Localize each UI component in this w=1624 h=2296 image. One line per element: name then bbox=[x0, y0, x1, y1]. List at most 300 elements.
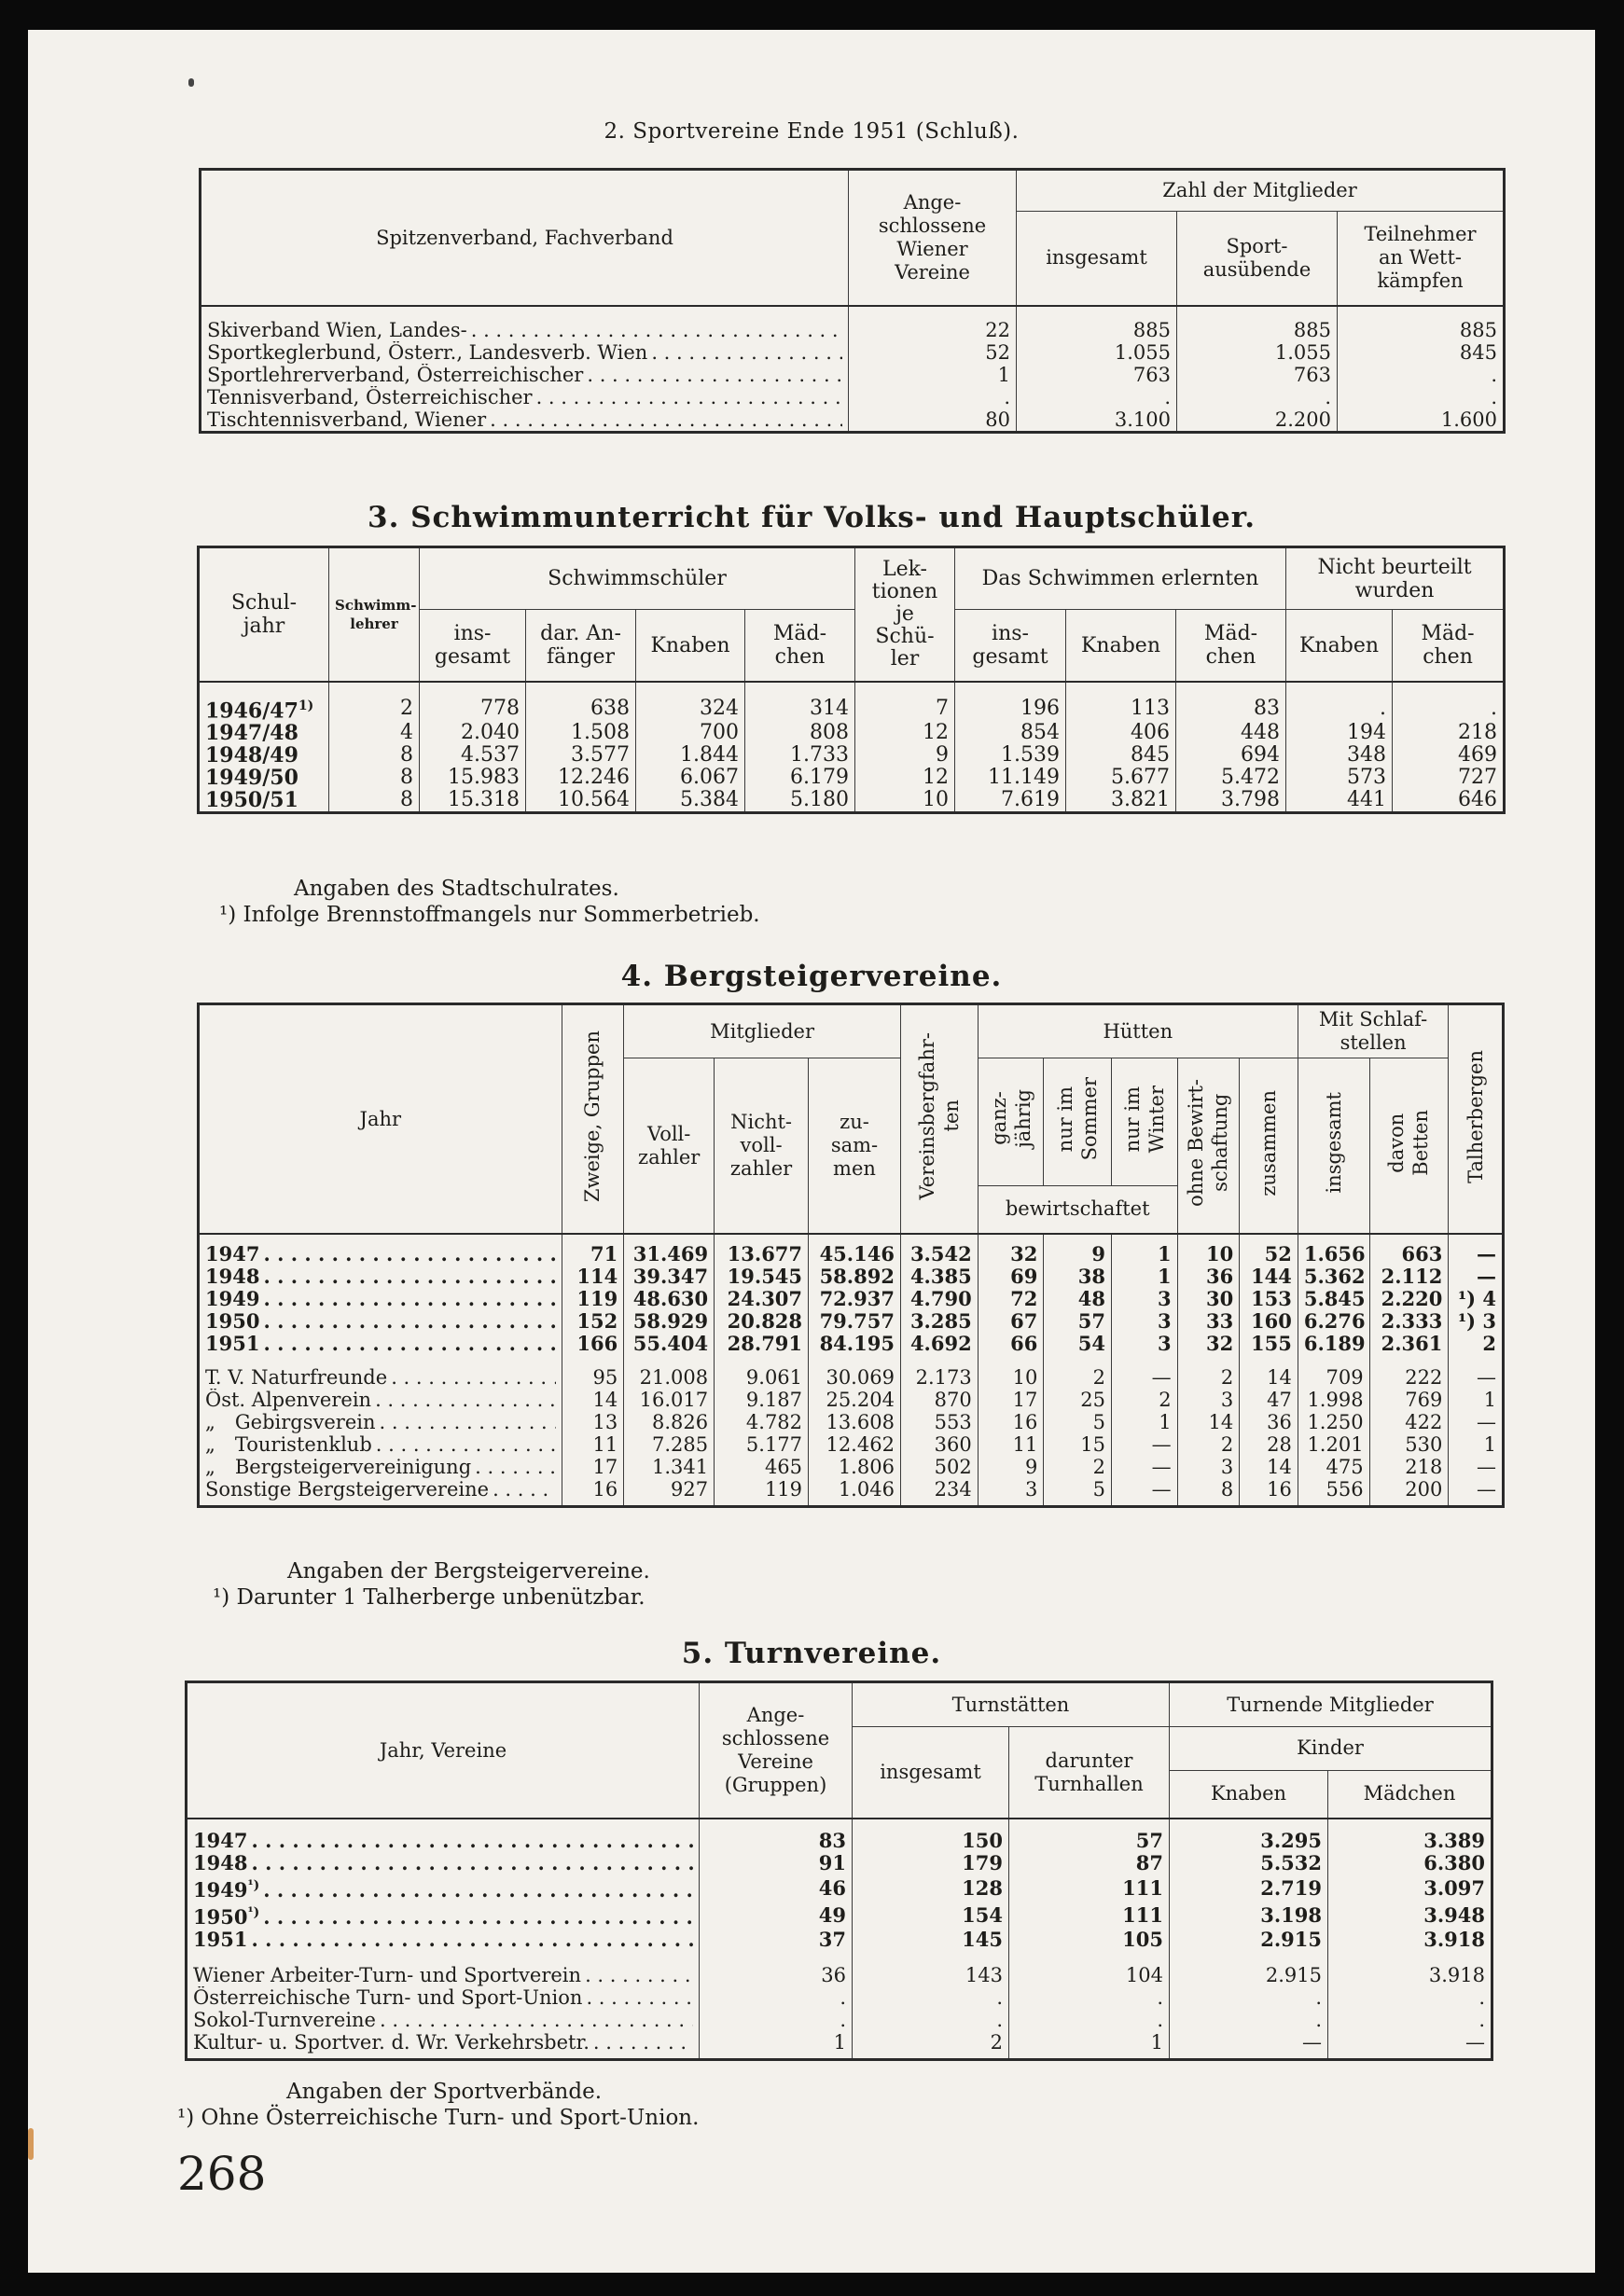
col-nur-winter: nur im Winter bbox=[1112, 1058, 1178, 1186]
table-cell: 7.285 bbox=[624, 1433, 715, 1456]
col-jahr-vereine: Jahr, Vereine bbox=[187, 1682, 700, 1819]
table-cell: 4.790 bbox=[900, 1288, 978, 1310]
table-row: Sportlehrerverband, Österreichischer . . . 1 763 763 . bbox=[201, 364, 1505, 386]
table-cell: 3.097 bbox=[1328, 1874, 1492, 1902]
col-turnhallen: darunter Turnhallen bbox=[1009, 1727, 1170, 1819]
table-cell: . bbox=[1328, 1986, 1492, 2009]
table-cell: . bbox=[1170, 2009, 1328, 2031]
table-row bbox=[199, 1288, 1504, 1310]
col-schwimmlehrer: Schwimm- lehrer bbox=[329, 547, 420, 683]
table-row bbox=[199, 1456, 1504, 1478]
table-cell: 3.821 bbox=[1066, 789, 1176, 813]
row-label: 1948/49 bbox=[205, 744, 298, 768]
table-cell: 360 bbox=[900, 1433, 978, 1456]
row-label: 1946/47$^{1)}$ bbox=[205, 698, 314, 723]
table-cell: 52 bbox=[1240, 1243, 1298, 1266]
table-cell: 663 bbox=[1369, 1243, 1449, 1266]
table-cell: 49 bbox=[700, 1902, 853, 1929]
table-cell: 6.276 bbox=[1298, 1310, 1369, 1333]
table-cell: — bbox=[1112, 1478, 1178, 1501]
row-label: „ Gebirgsverein . . . bbox=[199, 1411, 562, 1433]
col-kinder: Kinder bbox=[1170, 1727, 1492, 1771]
table-cell: 694 bbox=[1176, 744, 1286, 767]
col-ohne-bewirtschaftung: ohne Bewirt- schaftung bbox=[1177, 1058, 1240, 1235]
table-cell: 32 bbox=[978, 1243, 1044, 1266]
table-cell: 66 bbox=[978, 1333, 1044, 1355]
col-schuljahr: Schul- jahr bbox=[199, 547, 329, 683]
table2-caption: 2. Sportvereine Ende 1951 (Schluß). bbox=[604, 119, 1020, 144]
table-cell: 111 bbox=[1009, 1902, 1170, 1929]
table-cell: 556 bbox=[1298, 1478, 1369, 1501]
table-cell: 104 bbox=[1009, 1964, 1170, 1986]
table-cell: 95 bbox=[562, 1366, 624, 1389]
row-label: Wiener Arbeiter-Turn- und Sportverein . . . bbox=[187, 1964, 700, 1986]
table-cell: 5.532 bbox=[1170, 1852, 1328, 1874]
row-label: 1947/48 bbox=[205, 722, 298, 745]
table-cell: 19.545 bbox=[715, 1266, 809, 1288]
table-cell: 3 bbox=[1177, 1389, 1240, 1411]
table-cell: 2 bbox=[1177, 1433, 1240, 1456]
table-cell: 5.845 bbox=[1298, 1288, 1369, 1310]
table-cell: 20.828 bbox=[715, 1310, 809, 1333]
table-cell: 2.333 bbox=[1369, 1310, 1449, 1333]
table-cell: 1 bbox=[1449, 1433, 1504, 1456]
table-cell: 422 bbox=[1369, 1411, 1449, 1433]
table-cell: 200 bbox=[1369, 1478, 1449, 1501]
table5 bbox=[185, 1681, 1493, 2061]
table-cell: 36 bbox=[700, 1964, 853, 1986]
table-cell: 57 bbox=[1009, 1830, 1170, 1852]
col-vollzahler: Voll- zahler bbox=[624, 1058, 715, 1235]
table-cell: . bbox=[1009, 1986, 1170, 2009]
table-row bbox=[187, 1986, 1492, 2009]
table-cell: 87 bbox=[1009, 1852, 1170, 1874]
table-cell: 2.719 bbox=[1170, 1874, 1328, 1902]
col-insgesamt: ins- gesamt bbox=[420, 610, 526, 682]
table-cell: 1.046 bbox=[809, 1478, 901, 1501]
table-cell: 8 bbox=[329, 744, 420, 767]
table-cell: 14 bbox=[562, 1389, 624, 1411]
table-cell: 10 bbox=[855, 789, 955, 813]
table-cell: 218 bbox=[1369, 1456, 1449, 1478]
table-cell: 769 bbox=[1369, 1389, 1449, 1411]
table-row bbox=[187, 1964, 1492, 1986]
table-cell: 11 bbox=[562, 1433, 624, 1456]
table-cell: 3.389 bbox=[1328, 1830, 1492, 1852]
table-cell: 30 bbox=[1177, 1288, 1240, 1310]
table-cell: 9.061 bbox=[715, 1366, 809, 1389]
table-cell: 530 bbox=[1369, 1433, 1449, 1456]
table-cell: 3.285 bbox=[900, 1310, 978, 1333]
col-erl-knaben: Knaben bbox=[1066, 610, 1176, 682]
col-nicht-beurteilt: Nicht beurteilt wurden bbox=[1286, 547, 1505, 610]
table3-body bbox=[199, 682, 1505, 813]
table-cell: 709 bbox=[1298, 1366, 1369, 1389]
table-cell: 2 bbox=[329, 695, 420, 722]
table-cell: 12 bbox=[855, 722, 955, 744]
row-label: 1949/50 bbox=[205, 767, 298, 790]
table-row bbox=[199, 1478, 1504, 1501]
table-cell: 2.220 bbox=[1369, 1288, 1449, 1310]
table-cell: 3.948 bbox=[1328, 1902, 1492, 1929]
table-cell: 1.341 bbox=[624, 1456, 715, 1478]
col-insgesamt: insgesamt bbox=[1017, 211, 1177, 306]
table-cell: 28 bbox=[1240, 1433, 1298, 1456]
table-cell: 4.385 bbox=[900, 1266, 978, 1288]
table-cell: 6.067 bbox=[636, 767, 745, 789]
table-row bbox=[187, 2031, 1492, 2054]
table-cell: 33 bbox=[1177, 1310, 1240, 1333]
row-label: 1947 . . . bbox=[187, 1830, 700, 1852]
row-label: 1950/51 bbox=[205, 789, 298, 813]
table-cell: 105 bbox=[1009, 1929, 1170, 1951]
table-cell: 15.318 bbox=[420, 789, 526, 813]
table-cell: — bbox=[1112, 1433, 1178, 1456]
table-cell: 2 bbox=[1177, 1366, 1240, 1389]
table-cell: 1 bbox=[1112, 1243, 1178, 1266]
table3-caption: 3. Schwimmunterricht für Volks- und Hauptschüler. bbox=[368, 501, 1256, 534]
table-cell: 502 bbox=[900, 1456, 978, 1478]
col-lektionen: Lek- tionen je Schü- ler bbox=[855, 547, 955, 683]
col-nur-sommer: nur im Sommer bbox=[1044, 1058, 1112, 1186]
table-cell: 727 bbox=[1393, 767, 1505, 789]
col-schwimmschueler: Schwimmschüler bbox=[420, 547, 855, 610]
table-cell: — bbox=[1449, 1266, 1504, 1288]
col-verband: Spitzenverband, Fachverband bbox=[201, 170, 849, 307]
table-cell: 1 bbox=[700, 2031, 853, 2054]
col-anfaenger: dar. An- fänger bbox=[526, 610, 636, 682]
row-label: 1947 . . . bbox=[199, 1243, 562, 1266]
table-cell: 111 bbox=[1009, 1874, 1170, 1902]
table-cell: 4.782 bbox=[715, 1411, 809, 1433]
table-cell: 128 bbox=[853, 1874, 1009, 1902]
table-cell: 4.537 bbox=[420, 744, 526, 767]
table-row bbox=[199, 1366, 1504, 1389]
table-cell: 2.915 bbox=[1170, 1929, 1328, 1951]
table-cell: 11 bbox=[978, 1433, 1044, 1456]
row-label: Kultur- u. Sportver. d. Wr. Verkehrsbetr. . . . bbox=[187, 2031, 700, 2054]
table-cell: 13.677 bbox=[715, 1243, 809, 1266]
table-cell: 119 bbox=[715, 1478, 809, 1501]
table-cell: 12 bbox=[855, 767, 955, 789]
table4-body bbox=[199, 1234, 1504, 1506]
col-zweige: Zweige, Gruppen bbox=[562, 1004, 624, 1235]
table-cell: 808 bbox=[745, 722, 855, 744]
table-cell: 10.564 bbox=[526, 789, 636, 813]
table-cell: — bbox=[1449, 1243, 1504, 1266]
col-insgesamt: insgesamt bbox=[853, 1727, 1009, 1819]
table-cell: 2.361 bbox=[1369, 1333, 1449, 1355]
row-label: 1948 . . . bbox=[199, 1266, 562, 1288]
table-cell: . bbox=[1170, 1986, 1328, 2009]
table-cell: — bbox=[1449, 1456, 1504, 1478]
table2 bbox=[199, 168, 1506, 434]
table-row bbox=[199, 1310, 1504, 1333]
scan-speck bbox=[188, 78, 194, 87]
table-cell: 870 bbox=[900, 1389, 978, 1411]
table5-caption: 5. Turnvereine. bbox=[681, 1637, 942, 1670]
table-cell: 465 bbox=[715, 1456, 809, 1478]
table-cell: 10 bbox=[1177, 1243, 1240, 1266]
table-cell: — bbox=[1449, 1366, 1504, 1389]
table-cell: 9 bbox=[1044, 1243, 1112, 1266]
table-cell: 58.929 bbox=[624, 1310, 715, 1333]
table-cell: 31.469 bbox=[624, 1243, 715, 1266]
col-erlernten: Das Schwimmen erlernten bbox=[955, 547, 1286, 610]
table-cell: 3.918 bbox=[1328, 1964, 1492, 1986]
table-cell: 314 bbox=[745, 695, 855, 722]
table-cell: 573 bbox=[1286, 767, 1393, 789]
col-vereinsbergfahrten: Vereinsbergfahr- ten bbox=[900, 1004, 978, 1235]
row-label: 1950 . . . bbox=[199, 1310, 562, 1333]
table-cell: . bbox=[1328, 2009, 1492, 2031]
table-cell: 72 bbox=[978, 1288, 1044, 1310]
table-cell: 145 bbox=[853, 1929, 1009, 1951]
table-cell: 83 bbox=[700, 1830, 853, 1852]
table-cell: 854 bbox=[955, 722, 1066, 744]
table-row bbox=[187, 2009, 1492, 2031]
table-cell: 119 bbox=[562, 1288, 624, 1310]
table-cell: 113 bbox=[1066, 695, 1176, 722]
table-cell: 2 bbox=[1112, 1389, 1178, 1411]
table-cell: 24.307 bbox=[715, 1288, 809, 1310]
table-cell: 179 bbox=[853, 1852, 1009, 1874]
col-bewirtschaftet: bewirtschaftet bbox=[978, 1185, 1177, 1234]
table-cell: 1 bbox=[1112, 1266, 1178, 1288]
table-cell: 1.844 bbox=[636, 744, 745, 767]
table-cell: 3 bbox=[1177, 1456, 1240, 1478]
table-cell: 5.472 bbox=[1176, 767, 1286, 789]
table-cell: 1 bbox=[1449, 1389, 1504, 1411]
table3-footnote: ¹) Infolge Brennstoffmangels nur Sommerbetrieb. bbox=[219, 903, 760, 927]
row-label: T. V. Naturfreunde . . . bbox=[199, 1366, 562, 1389]
col-jahr: Jahr bbox=[199, 1004, 562, 1235]
table-cell: 45.146 bbox=[809, 1243, 901, 1266]
col-schlafstellen: Mit Schlaf- stellen bbox=[1298, 1004, 1448, 1058]
table-cell: 48 bbox=[1044, 1288, 1112, 1310]
table-cell: 91 bbox=[700, 1852, 853, 1874]
col-turnstaetten: Turnstätten bbox=[853, 1682, 1170, 1727]
table-cell: 28.791 bbox=[715, 1333, 809, 1355]
table-cell: 348 bbox=[1286, 744, 1393, 767]
table-cell: 1.539 bbox=[955, 744, 1066, 767]
table-cell: 17 bbox=[978, 1389, 1044, 1411]
col-knaben: Knaben bbox=[636, 610, 745, 682]
table-cell: 475 bbox=[1298, 1456, 1369, 1478]
table-cell: 79.757 bbox=[809, 1310, 901, 1333]
table-cell: 5 bbox=[1044, 1411, 1112, 1433]
col-betten: davon Betten bbox=[1369, 1058, 1449, 1235]
table-cell: 3 bbox=[978, 1478, 1044, 1501]
table-cell: 1 bbox=[1009, 2031, 1170, 2054]
table-row bbox=[187, 1902, 1492, 1929]
table-cell: 25.204 bbox=[809, 1389, 901, 1411]
table-cell: 10 bbox=[978, 1366, 1044, 1389]
table-cell: 6.380 bbox=[1328, 1852, 1492, 1874]
table-cell: 14 bbox=[1240, 1456, 1298, 1478]
table-cell: 3.798 bbox=[1176, 789, 1286, 813]
table-cell: 154 bbox=[853, 1902, 1009, 1929]
table5-footnote: ¹) Ohne Österreichische Turn- und Sport-Union. bbox=[177, 2106, 700, 2130]
table-cell: 3.198 bbox=[1170, 1902, 1328, 1929]
table-cell: 12.462 bbox=[809, 1433, 901, 1456]
row-label: Sonstige Bergsteigervereine . . . bbox=[199, 1478, 562, 1501]
table-cell: 7.619 bbox=[955, 789, 1066, 813]
row-label: Öst. Alpenverein . . . bbox=[199, 1389, 562, 1411]
table-cell: 5.384 bbox=[636, 789, 745, 813]
table-row bbox=[187, 1929, 1492, 1951]
table-cell: 25 bbox=[1044, 1389, 1112, 1411]
table-cell: . bbox=[853, 2009, 1009, 2031]
table-row: Skiverband Wien, Landes- . . . 22 885 885 885 bbox=[201, 319, 1505, 341]
table-cell: 153 bbox=[1240, 1288, 1298, 1310]
table-cell: 2.040 bbox=[420, 722, 526, 744]
table-cell: 700 bbox=[636, 722, 745, 744]
table-cell: . bbox=[1009, 2009, 1170, 2031]
table-cell: 143 bbox=[853, 1964, 1009, 1986]
table-cell: 155 bbox=[1240, 1333, 1298, 1355]
table-cell: 36 bbox=[1177, 1266, 1240, 1288]
table-cell: 927 bbox=[624, 1478, 715, 1501]
table-row bbox=[187, 1852, 1492, 1874]
table-cell: 3.542 bbox=[900, 1243, 978, 1266]
table-row bbox=[199, 695, 1505, 722]
table-row: Sportkeglerbund, Österr., Landesverb. Wien . . . 52 1.055 1.055 845 bbox=[201, 341, 1505, 364]
table-row bbox=[199, 1411, 1504, 1433]
table-cell: 8 bbox=[1177, 1478, 1240, 1501]
col-turnende-mitglieder: Turnende Mitglieder bbox=[1170, 1682, 1492, 1727]
col-sportausuebende: Sport- ausübende bbox=[1177, 211, 1338, 306]
table-cell: 406 bbox=[1066, 722, 1176, 744]
table-cell: 150 bbox=[853, 1830, 1009, 1852]
row-label: $1950^{^1)}$ . . . bbox=[187, 1902, 700, 1929]
row-label: Österreichische Turn- und Sport-Union . . . bbox=[187, 1986, 700, 2009]
table-cell: 2 bbox=[853, 2031, 1009, 2054]
table-row bbox=[199, 1266, 1504, 1288]
row-label: 1951 . . . bbox=[187, 1929, 700, 1951]
table-cell: 1.998 bbox=[1298, 1389, 1369, 1411]
col-zusammen: zu- sam- men bbox=[809, 1058, 901, 1235]
table-cell: 12.246 bbox=[526, 767, 636, 789]
table-cell: 38 bbox=[1044, 1266, 1112, 1288]
table-cell: 69 bbox=[978, 1266, 1044, 1288]
col-huetten: Hütten bbox=[978, 1004, 1298, 1058]
table-row bbox=[199, 722, 1505, 744]
table-cell: 16 bbox=[1240, 1478, 1298, 1501]
row-label: $1949^{^1)}$ . . . bbox=[187, 1874, 700, 1902]
table-cell: 1.250 bbox=[1298, 1411, 1369, 1433]
table-cell: . bbox=[1286, 695, 1393, 722]
table-cell: 196 bbox=[955, 695, 1066, 722]
table-row bbox=[199, 1333, 1504, 1355]
col-mitglieder: Zahl der Mitglieder bbox=[1017, 170, 1505, 212]
table-cell: 13.608 bbox=[809, 1411, 901, 1433]
table3 bbox=[197, 546, 1506, 814]
table-cell: 1.806 bbox=[809, 1456, 901, 1478]
table-cell: 845 bbox=[1066, 744, 1176, 767]
table-cell: 3.295 bbox=[1170, 1830, 1328, 1852]
table-cell: 8 bbox=[329, 789, 420, 813]
table-row bbox=[199, 1243, 1504, 1266]
table-cell: 469 bbox=[1393, 744, 1505, 767]
table-cell: 6.189 bbox=[1298, 1333, 1369, 1355]
table-cell: 4 bbox=[329, 722, 420, 744]
table-cell: 2 bbox=[1044, 1456, 1112, 1478]
table-cell: . bbox=[700, 1986, 853, 2009]
table-cell: 152 bbox=[562, 1310, 624, 1333]
table-cell: . bbox=[700, 2009, 853, 2031]
table-cell: 36 bbox=[1240, 1411, 1298, 1433]
table4-source-note: Angaben der Bergsteigervereine. bbox=[287, 1559, 650, 1584]
col-vereine-gruppen: Ange- schlossene Vereine (Gruppen) bbox=[700, 1682, 853, 1819]
table-row bbox=[199, 789, 1505, 813]
col-talherbergen: Talherbergen bbox=[1449, 1004, 1504, 1235]
table-cell: 234 bbox=[900, 1478, 978, 1501]
document-page bbox=[28, 30, 1595, 2273]
table-cell: 48.630 bbox=[624, 1288, 715, 1310]
table-row bbox=[199, 1433, 1504, 1456]
table4-footnote: ¹) Darunter 1 Talherberge unbenützbar. bbox=[213, 1585, 645, 1610]
table-cell: 9.187 bbox=[715, 1389, 809, 1411]
table-cell: — bbox=[1449, 1478, 1504, 1501]
table-cell: 1.201 bbox=[1298, 1433, 1369, 1456]
table-cell: 7 bbox=[855, 695, 955, 722]
table-cell: 39.347 bbox=[624, 1266, 715, 1288]
table-cell: 15.983 bbox=[420, 767, 526, 789]
table-cell: 1 bbox=[1112, 1411, 1178, 1433]
table-cell: 5 bbox=[1044, 1478, 1112, 1501]
table-cell: — bbox=[1170, 2031, 1328, 2054]
table-cell: 441 bbox=[1286, 789, 1393, 813]
col-nichtvollzahler: Nicht- voll- zahler bbox=[715, 1058, 809, 1235]
table-cell: 324 bbox=[636, 695, 745, 722]
table-cell: 9 bbox=[978, 1456, 1044, 1478]
table-cell: 2.173 bbox=[900, 1366, 978, 1389]
table-cell: — bbox=[1449, 1411, 1504, 1433]
col-ganzjaehrig: ganz- jährig bbox=[978, 1058, 1044, 1186]
table-cell: 71 bbox=[562, 1243, 624, 1266]
scan-edge-mark bbox=[28, 2128, 34, 2160]
table-cell: 218 bbox=[1393, 722, 1505, 744]
table-cell: 160 bbox=[1240, 1310, 1298, 1333]
table-cell: 6.179 bbox=[745, 767, 855, 789]
table-cell: 37 bbox=[700, 1929, 853, 1951]
table-cell: 30.069 bbox=[809, 1366, 901, 1389]
table-cell: 16.017 bbox=[624, 1389, 715, 1411]
table-cell: 553 bbox=[900, 1411, 978, 1433]
table-row bbox=[199, 767, 1505, 789]
table-cell: 194 bbox=[1286, 722, 1393, 744]
table-row: Tennisverband, Österreichischer . . . . . . . bbox=[201, 386, 1505, 408]
table-cell: 84.195 bbox=[809, 1333, 901, 1355]
table-cell: 3.577 bbox=[526, 744, 636, 767]
table-cell: 2.915 bbox=[1170, 1964, 1328, 1986]
row-label: 1949 . . . bbox=[199, 1288, 562, 1310]
table-row bbox=[187, 1830, 1492, 1852]
col-nb-knaben: Knaben bbox=[1286, 610, 1393, 682]
table-cell: 14 bbox=[1240, 1366, 1298, 1389]
table-cell: 46 bbox=[700, 1874, 853, 1902]
table-cell: . bbox=[1393, 695, 1505, 722]
table-cell: 16 bbox=[978, 1411, 1044, 1433]
table-cell: 8 bbox=[329, 767, 420, 789]
table-cell: 144 bbox=[1240, 1266, 1298, 1288]
table-cell: 21.008 bbox=[624, 1366, 715, 1389]
table-cell: 5.677 bbox=[1066, 767, 1176, 789]
col-maedchen: Mädchen bbox=[1328, 1770, 1492, 1819]
table-cell: 1.733 bbox=[745, 744, 855, 767]
table-cell: 17 bbox=[562, 1456, 624, 1478]
